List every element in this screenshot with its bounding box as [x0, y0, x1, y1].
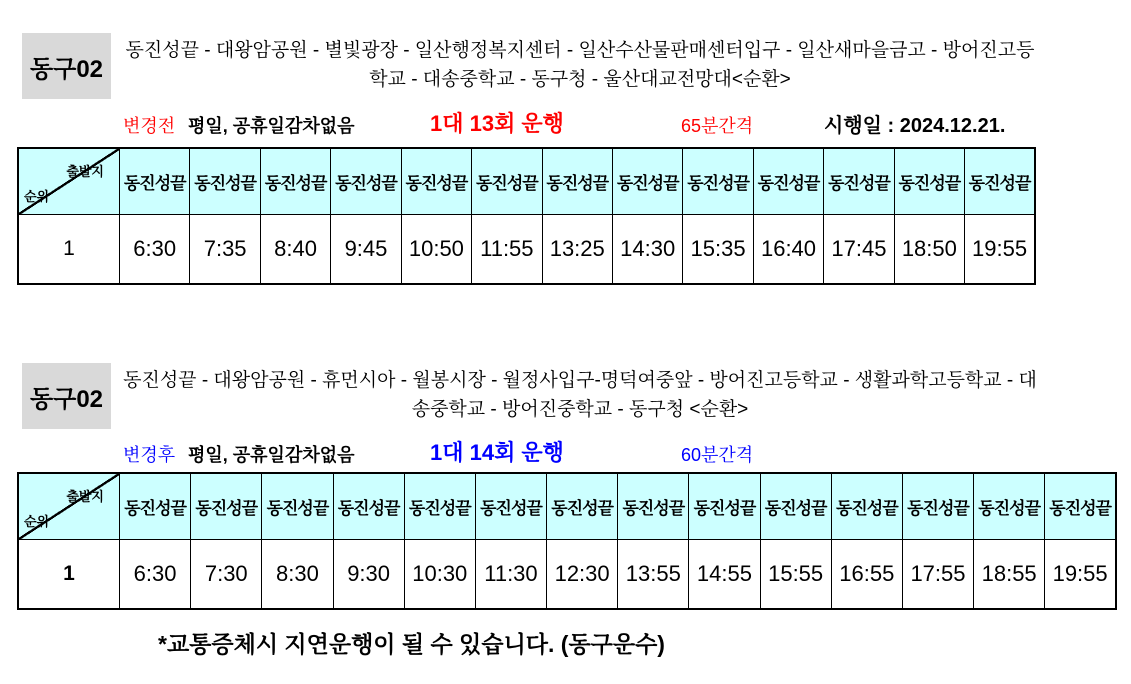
- corner-rank-label: 순위: [24, 188, 50, 204]
- stop-header-cell: 동진성끝: [689, 473, 760, 539]
- stop-header-cell: 동진성끝: [974, 473, 1045, 539]
- departure-time-cell: 17:55: [902, 539, 973, 609]
- stop-header-cell: 동진성끝: [753, 148, 823, 214]
- rank-cell: 1: [18, 539, 120, 609]
- rank-cell: 1: [18, 214, 120, 284]
- departure-time-cell: 18:55: [974, 539, 1045, 609]
- stop-header-cell: 동진성끝: [262, 473, 333, 539]
- departure-time-cell: 6:30: [120, 214, 190, 284]
- service-day-note-before: 평일, 공휴일감차없음: [188, 116, 355, 136]
- departure-time-cell: 8:40: [260, 214, 330, 284]
- departure-time-cell: 10:30: [404, 539, 475, 609]
- departure-time-cell: 13:55: [618, 539, 689, 609]
- delay-disclaimer-note: *교통증체시 지연운행이 될 수 있습니다. (동구운수): [158, 631, 665, 657]
- stop-header-cell: 동진성끝: [542, 148, 612, 214]
- timetable-header-row: [18, 148, 1035, 214]
- change-status-label-after: 변경후: [123, 445, 176, 465]
- departure-time-cell: 15:35: [683, 214, 753, 284]
- stop-header-cell: 동진성끝: [260, 148, 330, 214]
- departure-time-cell: 16:40: [753, 214, 823, 284]
- timetable-data-row: [18, 214, 1035, 284]
- stop-header-cell: 동진성끝: [824, 148, 894, 214]
- service-day-note-after: 평일, 공휴일감차없음: [188, 445, 355, 465]
- stop-header-cell: 동진성끝: [191, 473, 262, 539]
- departure-time-cell: 7:30: [191, 539, 262, 609]
- headway-interval-after: 60분간격: [681, 445, 754, 465]
- departure-time-cell: 8:30: [262, 539, 333, 609]
- departure-time-cell: 6:30: [120, 539, 191, 609]
- operation-count-after: 1대 14회 운행: [430, 440, 564, 465]
- stop-header-cell: 동진성끝: [401, 148, 471, 214]
- departure-time-cell: 14:55: [689, 539, 760, 609]
- stop-header-cell: 동진성끝: [618, 473, 689, 539]
- stop-header-cell: 동진성끝: [965, 148, 1035, 214]
- departure-time-cell: 11:30: [475, 539, 546, 609]
- corner-rank-label: 순위: [24, 513, 50, 529]
- departure-time-cell: 14:30: [612, 214, 682, 284]
- stop-header-cell: 동진성끝: [831, 473, 902, 539]
- route-description-after: 동진성끝 - 대왕암공원 - 휴먼시아 - 월봉시장 - 월정사입구-명덕여중앞 - 방어진고등학교 - 생활과학고등학교 - 대송중학교 - 방어진중학교 - 동구청 <순환>: [123, 370, 1037, 420]
- departure-time-cell: 10:50: [401, 214, 471, 284]
- departure-time-cell: 17:45: [824, 214, 894, 284]
- corner-departure-label: 출발지: [66, 164, 104, 179]
- change-status-label-before: 변경전: [123, 116, 176, 136]
- timetable-data-row: [18, 539, 1116, 609]
- stop-header-cell: 동진성끝: [120, 148, 190, 214]
- route-number-label: 동구02: [29, 55, 104, 83]
- timetable-after: [17, 472, 1117, 610]
- stop-header-cell: 동진성끝: [1045, 473, 1116, 539]
- departure-time-cell: 19:55: [1045, 539, 1116, 609]
- stop-header-cell: 동진성끝: [404, 473, 475, 539]
- corner-departure-label: 출발지: [66, 489, 104, 504]
- departure-time-cell: 12:30: [547, 539, 618, 609]
- corner-header-cell: [18, 473, 120, 539]
- stop-header-cell: 동진성끝: [120, 473, 191, 539]
- departure-time-cell: 9:30: [333, 539, 404, 609]
- route-number-label: 동구02: [29, 385, 104, 413]
- stop-header-cell: 동진성끝: [547, 473, 618, 539]
- timetable-header-row: [18, 473, 1116, 539]
- stop-header-cell: 동진성끝: [331, 148, 401, 214]
- departure-time-cell: 7:35: [190, 214, 260, 284]
- route-number-badge-after: [22, 363, 111, 429]
- stop-header-cell: 동진성끝: [902, 473, 973, 539]
- stop-header-cell: 동진성끝: [333, 473, 404, 539]
- departure-time-cell: 19:55: [965, 214, 1035, 284]
- departure-time-cell: 15:55: [760, 539, 831, 609]
- stop-header-cell: 동진성끝: [472, 148, 542, 214]
- departure-time-cell: 13:25: [542, 214, 612, 284]
- operation-count-before: 1대 13회 운행: [430, 111, 564, 136]
- stop-header-cell: 동진성끝: [190, 148, 260, 214]
- departure-time-cell: 18:50: [894, 214, 964, 284]
- effective-date: 시행일 : 2024.12.21.: [824, 115, 1006, 137]
- stop-header-cell: 동진성끝: [475, 473, 546, 539]
- timetable-before: [17, 147, 1036, 285]
- stop-header-cell: 동진성끝: [760, 473, 831, 539]
- departure-time-cell: 16:55: [831, 539, 902, 609]
- route-description-before: 동진성끝 - 대왕암공원 - 별빛광장 - 일산행정복지센터 - 일산수산물판매센터입구 - 일산새마을금고 - 방어진고등학교 - 대송중학교 - 동구청 - 울산대교전망대<순환>: [125, 40, 1035, 90]
- stop-header-cell: 동진성끝: [894, 148, 964, 214]
- departure-time-cell: 11:55: [472, 214, 542, 284]
- stop-header-cell: 동진성끝: [683, 148, 753, 214]
- headway-interval-before: 65분간격: [681, 116, 754, 136]
- corner-header-cell: [18, 148, 120, 214]
- route-number-badge-before: [22, 33, 111, 99]
- stop-header-cell: 동진성끝: [612, 148, 682, 214]
- departure-time-cell: 9:45: [331, 214, 401, 284]
